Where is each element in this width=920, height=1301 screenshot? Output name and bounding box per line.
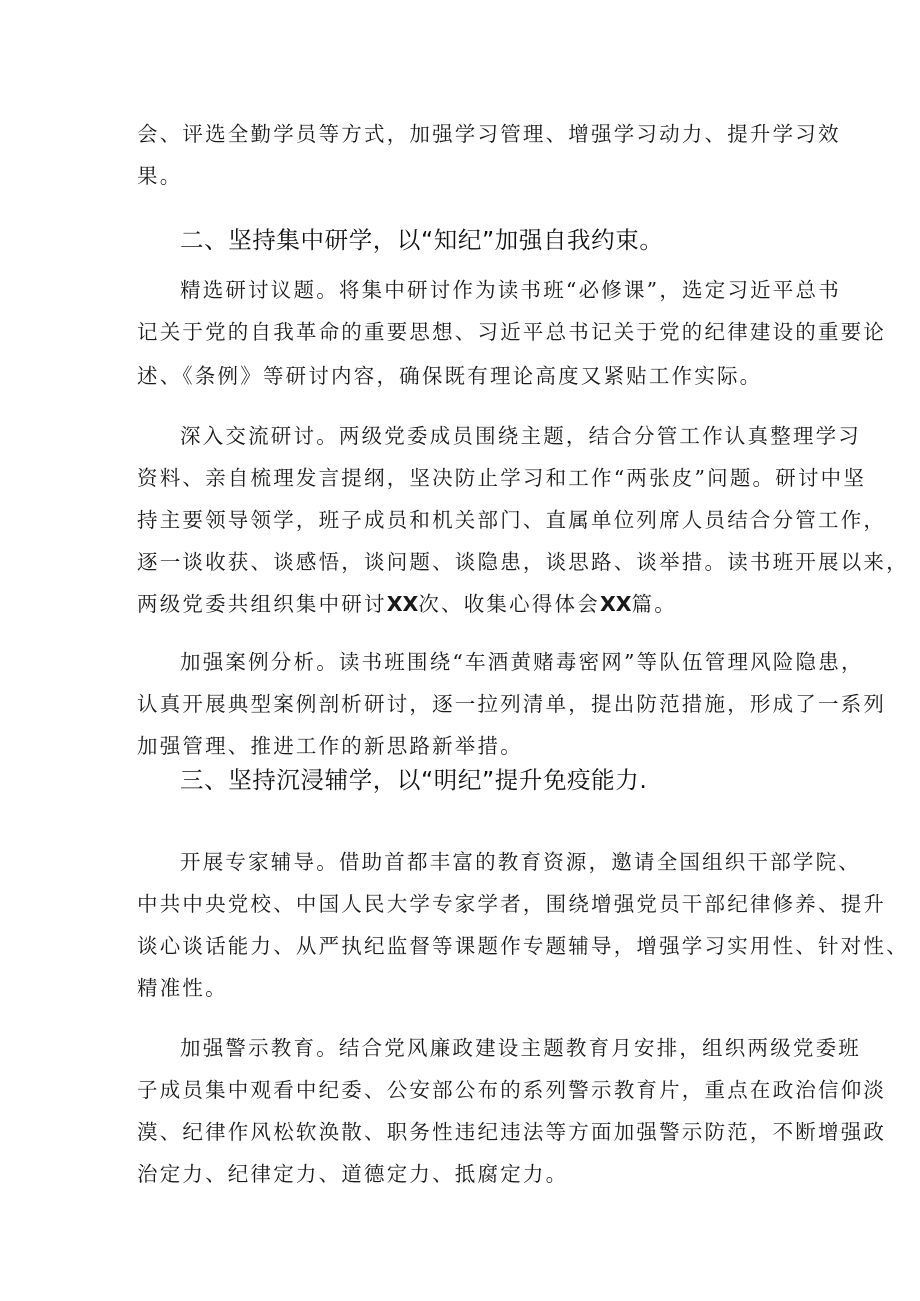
paragraph-line: 子成员集中观看中纪委、公安部公布的系列警示教育片，重点在政治信仰淡 bbox=[137, 1078, 887, 1102]
text-fragment: 次、收集心得体会 bbox=[418, 592, 600, 616]
paragraph-line: 记关于党的自我革命的重要思想、习近平总书记关于党的纪律建设的重要论 bbox=[137, 320, 887, 344]
section-heading-2: 二、坚持集中研学，以“知纪”加强自我约束。 bbox=[180, 226, 664, 254]
paragraph-line: 精准性。 bbox=[137, 976, 228, 1000]
paragraph-line: 加强管理、推进工作的新思路新举措。 bbox=[137, 734, 523, 758]
paragraph-line: 治定力、纪律定力、道德定力、抵腐定力。 bbox=[137, 1162, 569, 1186]
paragraph-line: 果。 bbox=[137, 164, 183, 188]
paragraph-line: 逐一谈收获、谈感悟，谈问题、谈隐患，谈思路、谈举措。读书班开展以来， bbox=[137, 550, 909, 574]
text-fragment: 篇。 bbox=[631, 592, 677, 616]
paragraph-line: 持主要领导领学，班子成员和机关部门、直属单位列席人员结合分管工作， bbox=[137, 508, 887, 532]
paragraph-line: 谈心谈话能力、从严执纪监督等课题作专题辅导，增强学习实用性、针对性、 bbox=[137, 934, 909, 958]
paragraph-line: 资料、亲自梳理发言提纲，坚决防止学习和工作“两张皮”问题。研讨中坚 bbox=[137, 466, 867, 490]
paragraph-line: 开展专家辅导。借助首都丰富的教育资源，邀请全国组织干部学院、 bbox=[180, 850, 861, 874]
placeholder-count: XX bbox=[386, 592, 419, 616]
paragraph-line: 加强警示教育。结合党风廉政建设主题教育月安排，组织两级党委班 bbox=[180, 1036, 861, 1060]
paragraph-line-with-counts bbox=[137, 592, 677, 616]
paragraph-line: 精选研讨议题。将集中研讨作为读书班“必修课”，选定习近平总书 bbox=[180, 278, 841, 302]
paragraph-line: 中共中央党校、中国人民大学专家学者，围绕增强党员干部纪律修养、提升 bbox=[137, 892, 887, 916]
placeholder-count: XX bbox=[599, 592, 632, 616]
paragraph-line: 会、评选全勤学员等方式，加强学习管理、增强学习动力、提升学习效 bbox=[137, 122, 841, 146]
paragraph-line: 漠、纪律作风松软涣散、职务性违纪违法等方面加强警示防范，不断增强政 bbox=[137, 1120, 887, 1144]
text-fragment: 两级党委共组织集中研讨 bbox=[137, 592, 387, 616]
section-heading-3: 三、坚持沉浸辅学，以“明纪”提升免疫能力. bbox=[180, 766, 648, 794]
paragraph-line: 加强案例分析。读书班围绕“车酒黄赌毒密网”等队伍管理风险隐患， bbox=[180, 650, 864, 674]
paragraph-line: 述、《条例》等研讨内容，确保既有理论高度又紧贴工作实际。 bbox=[137, 364, 763, 388]
paragraph-line: 认真开展典型案例剖析研讨，逐一拉列清单，提出防范措施，形成了一系列 bbox=[137, 692, 887, 716]
paragraph-line: 深入交流研讨。两级党委成员围绕主题，结合分管工作认真整理学习 bbox=[180, 424, 861, 448]
